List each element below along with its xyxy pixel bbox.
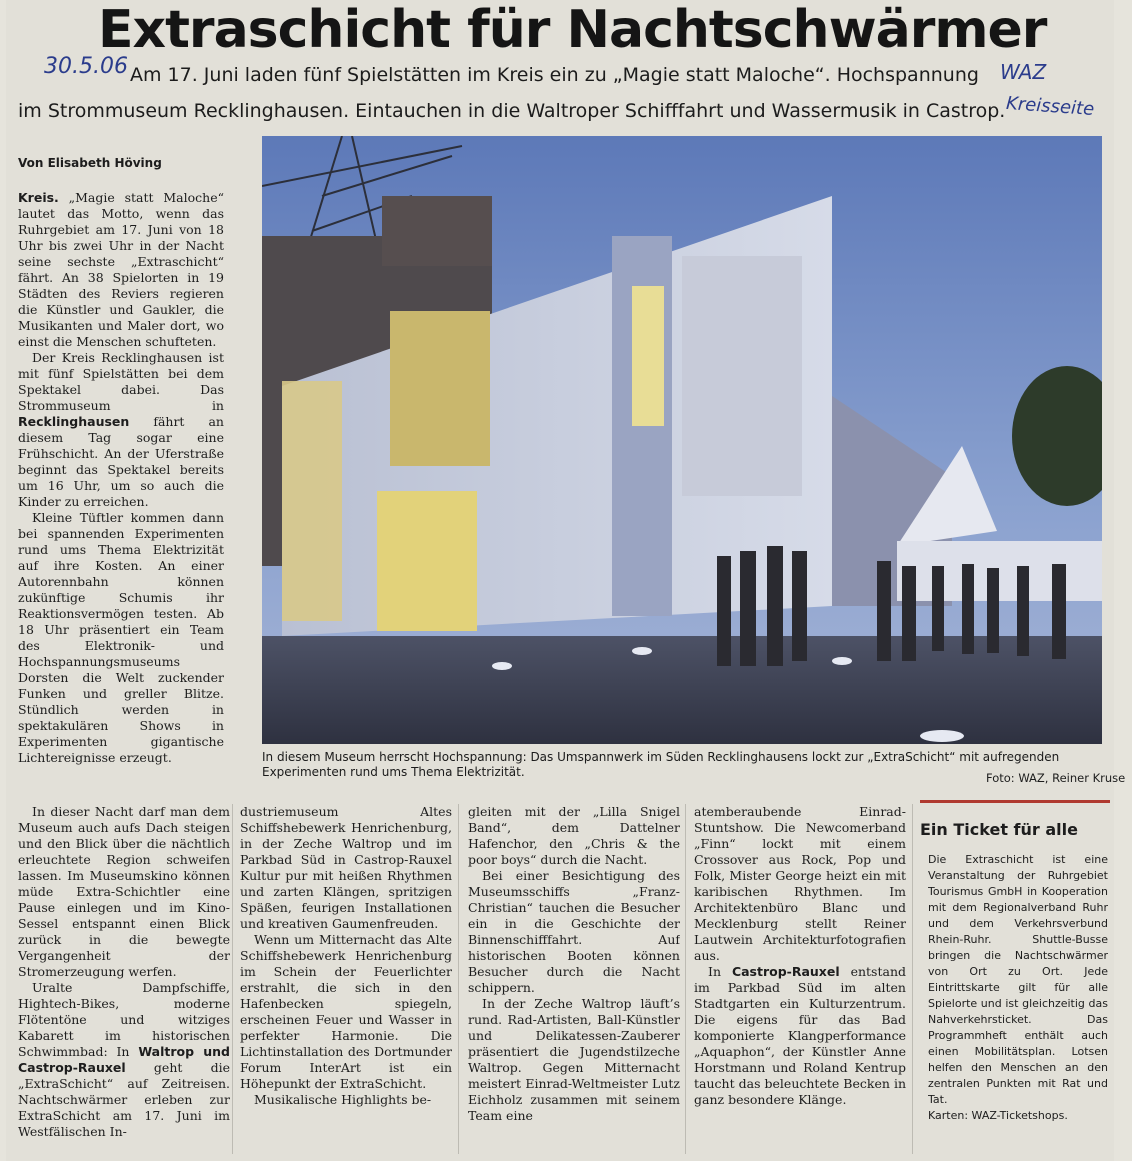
paragraph-text: geht die „ExtraSchicht“ auf Zeitreisen. Nachtschwärmer erleben zur ExtraSchicht am 17. Juni im Westfälischen In-: [18, 1060, 230, 1139]
paragraph-text: dustriemuseum Altes Schiffshebewerk Henrichenburg, in der Zeche Waltrop und im Parkbad Süd in Castrop-Rauxel Kultur pur mit heißen Rhythmen und zarten Klängen, spritzigen Späßen, feurigen Installationen und kreativen Gaumenfreuden.: [240, 804, 452, 931]
dateline: Kreis.: [18, 190, 59, 205]
infobox-text: Die Extraschicht ist eine Veranstaltung der Ruhrgebiet Tourismus GmbH in Kooperation mit dem Regionalverband Ruhr und dem Verkehrsverbund Rhein-Ruhr. Shuttle-Busse bringen die Nachtschwärmer von Ort zu Ort. Jede Eintrittskarte gilt für alle Spielorte und ist gleichzeitig das Nahverkehrsticket. Das Programmheft enthält auch einen Mobilitätsplan. Lotsen helfen den Menschen an den zentralen Punkten mit Rat und Tat.: [928, 853, 1108, 1106]
paragraph-text: Wenn um Mitternacht das Alte Schiffshebewerk Henrichenburg im Schein der Feuerlichter erstrahlt, die sich in den Hafenbecken spiegeln, erscheinen Feuer und Wasser in perfekter Harmonie. Die Lichtinstallation des Dortmunder Forum InterArt ist ein Höhepunkt der ExtraSchicht.: [240, 932, 452, 1091]
paragraph: [240, 932, 452, 1092]
place-name: Castrop-Rauxel: [731, 964, 840, 979]
museum-photo: [262, 136, 1102, 744]
paragraph: [468, 996, 680, 1124]
subheadline-line-1: Am 17. Juni laden fünf Spielstätten im Kreis ein zu „Magie statt Maloche“. Hochspannung: [130, 64, 979, 86]
infobox-body: [928, 852, 1108, 1152]
paragraph: [468, 804, 680, 868]
byline: Von Elisabeth Höving: [18, 156, 162, 170]
paragraph-text: fährt an diesem Tag sogar eine Frühschicht. An der Uferstraße beginnt das Spektakel bereits um 16 Uhr, um so auch die Kinder zu erreichen.: [18, 414, 224, 509]
paragraph: [468, 868, 680, 996]
handwritten-date: 30.5.06: [44, 54, 128, 79]
place-name: Waltrop und Castrop-Rauxel: [18, 1044, 230, 1075]
paragraph-text: Musikalische Highlights be-: [254, 1092, 432, 1107]
column-divider: [232, 804, 233, 1154]
handwritten-paper-name: WAZ: [1000, 60, 1047, 84]
infobox-tickets: Karten: WAZ-Ticketshops.: [928, 1109, 1068, 1122]
paragraph: [240, 1092, 452, 1108]
paragraph-text: atemberaubende Einrad-Stuntshow. Die Newcomerband „Finn“ lockt mit einem Crossover aus Rock, Pop und Folk, Mister George heizt ein mit karibischen Rhythmen. Im Architektenbüro Blanc und Mecklenburg stellt Reiner Lautwein Architekturfotografien aus.: [694, 804, 906, 963]
paragraph: [18, 804, 230, 980]
paragraph-text: Der Kreis Recklinghausen ist mit fünf Spielstätten bei dem Spektakel dabei. Das Strommuseum in: [18, 350, 224, 413]
column-divider: [458, 804, 459, 1154]
article-column-2: [240, 804, 452, 1156]
paragraph-text: Kleine Tüftler kommen dann bei spannenden Experimenten rund ums Thema Elektrizität auf ihre Kosten. An einer Autorennbahn können zukünftige Schumis ihr Reaktionsvermögen testen. Ab 18 Uhr präsentiert ein Team des Elektronik- und Hochspannungsmuseums Dorsten die Welt zuckender Funken und greller Blitze. Stündlich werden in spektakulären Shows in Experimenten gigantische Lichtereignisse erzeugt.: [18, 510, 224, 765]
place-name: Recklinghausen: [18, 414, 130, 429]
paragraph: [694, 804, 906, 964]
paragraph-text: In dieser Nacht darf man dem Museum auch aufs Dach steigen und den Blick über die nächtlich erleuchtete Region schweifen lassen. Im Museumskino können müde Extra-Schichtler eine Pause einlegen und im Kino-Sessel entspannt einen Blick zurück in die bewegte Vergangenheit der Stromerzeugung werfen.: [18, 804, 230, 979]
paragraph: [694, 964, 906, 1108]
column-divider: [685, 804, 686, 1154]
photo-caption: In diesem Museum herrscht Hochspannung: Das Umspannwerk im Süden Recklinghausens lockt zur „ExtraSchicht“ mit aufregenden Experimenten rund ums Thema Elektrizität.: [262, 750, 1060, 779]
paragraph: [240, 804, 452, 932]
paragraph: [18, 190, 224, 350]
paragraph-text: In der Zeche Waltrop läuft’s rund. Rad-Artisten, Ball-Künstler und Delikatessen-Zauberer präsentiert die Jugendstilzeche Waltrop. Gegen Mitternacht meistert Einrad-Weltmeister Lutz Eichholz zusammen mit seinem Team eine: [468, 996, 680, 1123]
paragraph: [18, 350, 224, 510]
substation-museum-image: [262, 136, 1102, 744]
paragraph-text: Bei einer Besichtigung des Museumsschiffs „Franz-Christian“ tauchen die Besucher ein in die Geschichte der Binnenschifffahrt. Auf historischen Booten können Besucher durch die Nacht schippern.: [468, 868, 680, 995]
article-column-1: [18, 804, 230, 1156]
paragraph: [18, 980, 230, 1140]
paragraph-text: entstand im Parkbad Süd im alten Stadtgarten ein Kulturzentrum. Die eigens für das Bad komponierte Klangperformance „Aquaphon“, der Künstler Anne Horstmann und Roland Kentrup taucht das beleuchtete Becken in ganz besondere Klänge.: [694, 964, 906, 1107]
subheadline-line-2: im Strommuseum Recklinghausen. Eintauchen in die Waltroper Schifffahrt und Wassermusik in Castrop.: [18, 100, 1006, 122]
infobox-rule: [920, 800, 1110, 803]
article-left-column: [18, 190, 224, 790]
headline: Extraschicht für Nachtschwärmer: [98, 0, 1047, 60]
photo-credit: Foto: WAZ, Reiner Kruse: [986, 771, 1126, 785]
article-column-3: [468, 804, 680, 1156]
paragraph-text: Uralte Dampfschiffe, Hightech-Bikes, moderne Flötentöne und witziges Kabarett im historischen Schwimmbad: In: [18, 980, 230, 1059]
paragraph-text: „Magie statt Maloche“ lautet das Motto, wenn das Ruhrgebiet am 17. Juni von 18 Uhr bis zwei Uhr in der Nacht seine sechste „Extraschicht“ fährt. An 38 Spielorten in 19 Städten des Reviers regieren die Künstler und Gaukler, die Musikanten und Maler dort, wo einst die Menschen schufteten.: [18, 190, 224, 349]
handwritten-section: Kreisseite: [1005, 92, 1095, 121]
paragraph: [18, 510, 224, 766]
article-column-4: [694, 804, 906, 1156]
infobox-title: Ein Ticket für alle: [920, 820, 1078, 839]
column-divider: [912, 804, 913, 1154]
paragraph-text: In: [708, 964, 721, 979]
paragraph-text: gleiten mit der „Lilla Snigel Band“, dem Dattelner Hafenchor, den „Chris & the poor boys“ durch die Nacht.: [468, 804, 680, 867]
